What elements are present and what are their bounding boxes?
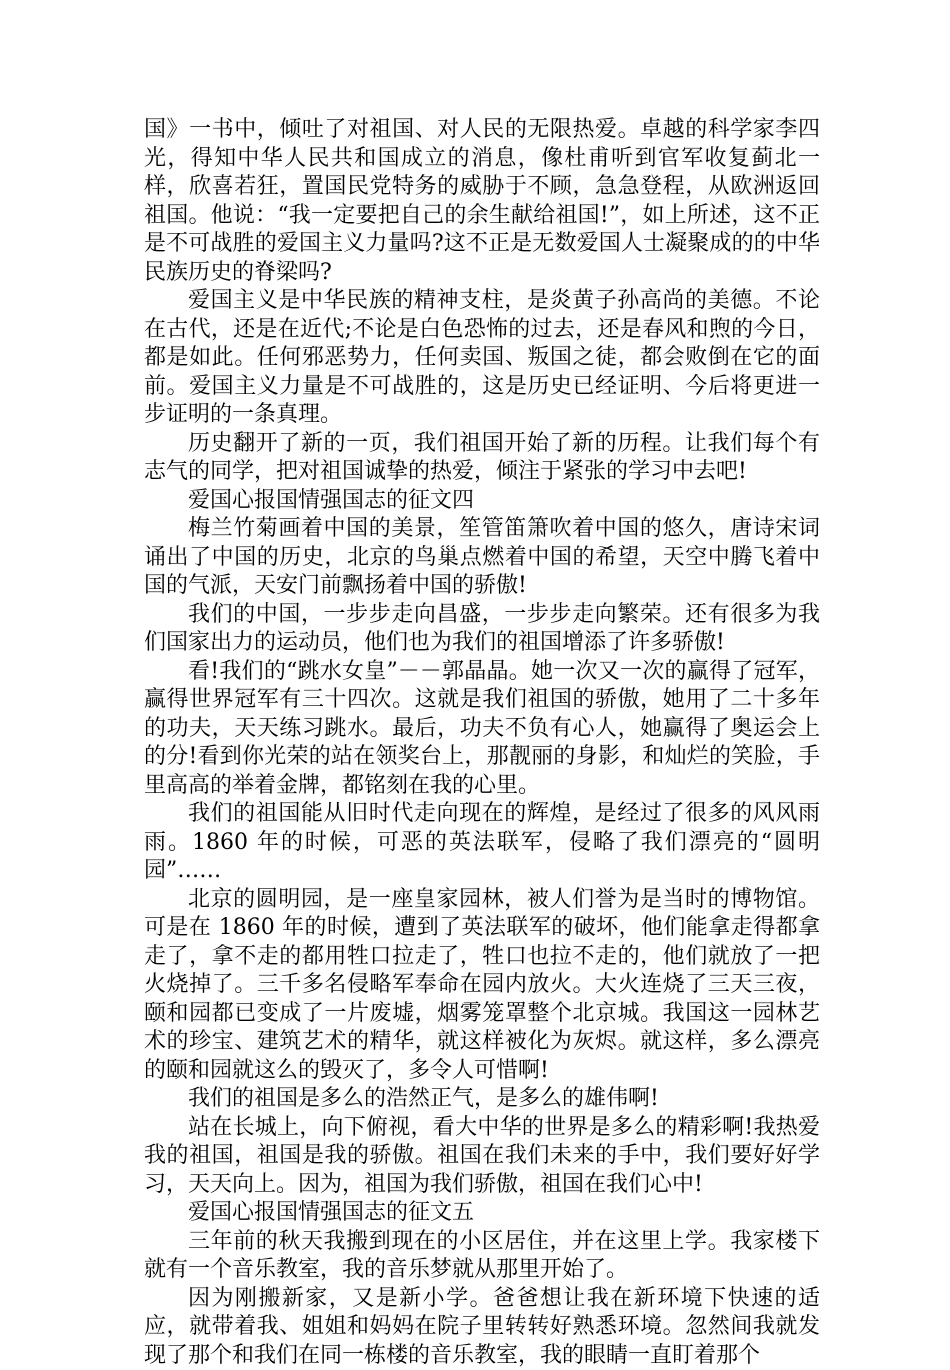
section-heading-5: 爱国心报国情强国志的征文五 <box>144 1199 820 1228</box>
paragraph-6: 我们的中国，一步步走向昌盛，一步步走向繁荣。还有很多为我们国家出力的运动员，他们也为我们的祖国增添了许多骄傲! <box>144 601 820 658</box>
paragraph-5: 梅兰竹菊画着中国的美景，笙管笛箫吹着中国的悠久，唐诗宋词诵出了中国的历史，北京的鸟巢点燃着中国的希望，天空中腾飞着中国的气派，天安门前飘扬着中国的骄傲! <box>144 515 820 601</box>
paragraph-10: 我们的祖国是多么的浩然正气，是多么的雄伟啊! <box>144 1085 820 1114</box>
paragraph-8: 我们的祖国能从旧时代走向现在的辉煌，是经过了很多的风风雨雨。1860 年的时候，可恶的英法联军，侵略了我们漂亮的“圆明园”…… <box>144 800 820 886</box>
paragraph-13: 三年前的秋天我搬到现在的小区居住，并在这里上学。我家楼下就有一个音乐教室，我的音乐梦就从那里开始了。 <box>144 1228 820 1285</box>
paragraph-3: 历史翻开了新的一页，我们祖国开始了新的历程。让我们每个有志气的同学，把对祖国诚挚的热爱，倾注于紧张的学习中去吧! <box>144 430 820 487</box>
paragraph-11: 站在长城上，向下俯视，看大中华的世界是多么的精彩啊!我热爱我的祖国，祖国是我的骄傲。祖国在我们未来的手中，我们要好好学习，天天向上。因为，祖国为我们骄傲，祖国在我们心中! <box>144 1114 820 1200</box>
paragraph-7: 看!我们的“跳水女皇”－－郭晶晶。她一次又一次的赢得了冠军，赢得世界冠军有三十四次。这就是我们祖国的骄傲，她用了二十多年的功夫，天天练习跳水。最后，功夫不负有心人，她赢得了奥运会上的分!看到你光荣的站在领奖台上，那靓丽的身影，和灿烂的笑脸，手里高高的举着金牌，都铭刻在我的心里。 <box>144 658 820 801</box>
paragraph-9: 北京的圆明园，是一座皇家园林，被人们誉为是当时的博物馆。可是在 1860 年的时候，遭到了英法联军的破坏，他们能拿走得都拿走了，拿不走的都用牲口拉走了，牲口也拉不走的，他们就放了一把火烧掉了。三千多名侵略军奉命在园内放火。大火连烧了三天三夜，颐和园都已变成了一片废墟，烟雾笼罩整个北京城。我国这一园林艺术的珍宝、建筑艺术的精华，就这样被化为灰烬。就这样，多么漂亮的颐和园就这么的毁灭了，多令人可惜啊! <box>144 886 820 1086</box>
paragraph-14: 因为刚搬新家，又是新小学。爸爸想让我在新环境下快速的适应，就带着我、姐姐和妈妈在院子里转转好熟悉环境。忽然间我就发现了那个和我们在同一栋楼的音乐教室，我的眼睛一直盯着那个 <box>144 1285 820 1370</box>
section-heading-4: 爱国心报国情强国志的征文四 <box>144 487 820 516</box>
paragraph-2: 爱国主义是中华民族的精神支柱，是炎黄子孙高尚的美德。不论在古代，还是在近代;不论是白色恐怖的过去，还是春风和煦的今日，都是如此。任何邪恶势力，任何卖国、叛国之徒，都会败倒在它的面前。爱国主义力量是不可战胜的，这是历史已经证明、今后将更进一步证明的一条真理。 <box>144 287 820 430</box>
paragraph-1: 国》一书中，倾吐了对祖国、对人民的无限热爱。卓越的科学家李四光，得知中华人民共和国成立的消息，像杜甫听到官军收复蓟北一样，欣喜若狂，置国民党特务的威胁于不顾，急急登程，从欧洲返回祖国。他说：“我一定要把自己的余生献给祖国!”，如上所述，这不正是不可战胜的爱国主义力量吗?这不正是无数爱国人士凝聚成的的中华民族历史的脊梁吗? <box>144 116 820 287</box>
document-page <box>144 116 820 1370</box>
